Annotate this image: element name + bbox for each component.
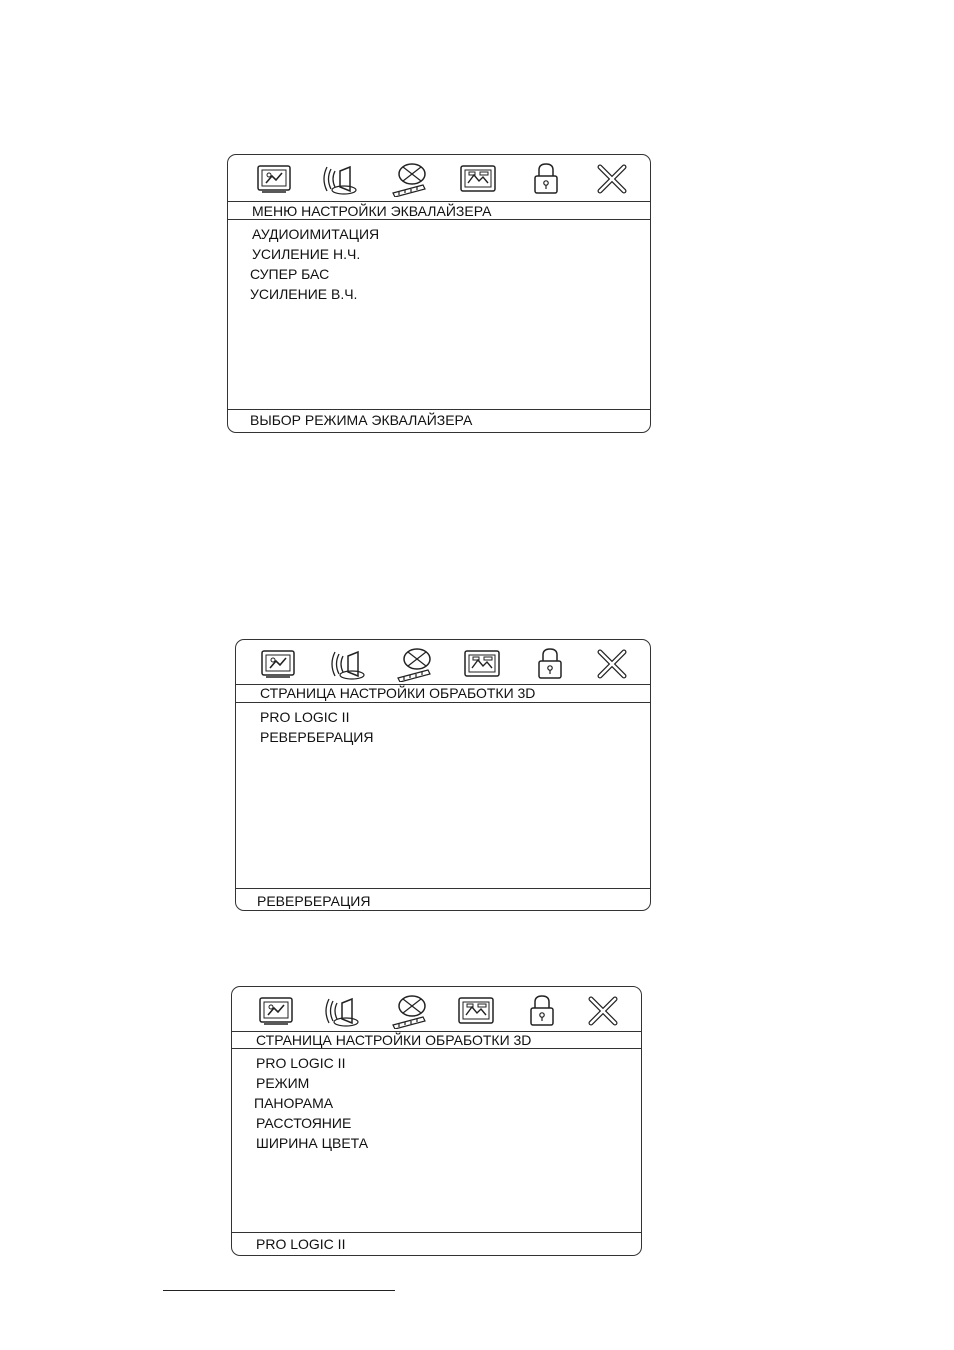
- menu-item-super-bass[interactable]: СУПЕР БАС: [250, 266, 330, 282]
- footer-divider: [232, 1232, 641, 1233]
- padlock-icon[interactable]: [526, 161, 566, 197]
- audio-speaker-icon[interactable]: [320, 161, 360, 197]
- padlock-icon[interactable]: [522, 993, 562, 1029]
- padlock-icon[interactable]: [530, 646, 570, 682]
- menu-item-mode[interactable]: РЕЖИМ: [256, 1075, 310, 1091]
- video-display-icon[interactable]: [456, 993, 496, 1029]
- menu-item-panorama[interactable]: ПАНОРАМА: [254, 1095, 334, 1111]
- 3d-processing-pro-logic-menu-panel: [231, 986, 642, 1256]
- menu-title: СТРАНИЦА НАСТРОЙКИ ОБРАБОТКИ 3D: [260, 685, 536, 701]
- menu-item-treble-boost[interactable]: УСИЛЕНИЕ В.Ч.: [250, 286, 358, 302]
- menu-icon-bar: [236, 640, 650, 686]
- menu-title: СТРАНИЦА НАСТРОЙКИ ОБРАБОТКИ 3D: [256, 1032, 532, 1048]
- footer-divider: [228, 409, 650, 410]
- dvd-disc-icon[interactable]: [390, 993, 430, 1029]
- status-hint: PRO LOGIC II: [256, 1236, 346, 1252]
- menu-item-pro-logic-ii[interactable]: PRO LOGIC II: [256, 1055, 346, 1071]
- video-display-icon[interactable]: [458, 161, 498, 197]
- menu-item-color-width[interactable]: ШИРИНА ЦВЕТА: [256, 1135, 369, 1151]
- dvd-disc-icon[interactable]: [390, 161, 430, 197]
- equalizer-menu-panel: [227, 154, 651, 433]
- video-display-icon[interactable]: [462, 646, 502, 682]
- menu-icon-bar: [232, 987, 641, 1033]
- menu-item-reverb[interactable]: РЕВЕРБЕРАЦИЯ: [260, 729, 374, 745]
- menu-item-bass-boost[interactable]: УСИЛЕНИЕ Н.Ч.: [252, 246, 361, 262]
- title-divider: [236, 702, 650, 703]
- dvd-disc-icon[interactable]: [395, 646, 435, 682]
- audio-speaker-icon[interactable]: [328, 646, 368, 682]
- menu-item-audio-imitation[interactable]: АУДИОИМИТАЦИЯ: [252, 226, 380, 242]
- title-divider: [232, 1048, 641, 1049]
- audio-speaker-icon[interactable]: [322, 993, 362, 1029]
- exit-x-icon[interactable]: [583, 993, 623, 1029]
- tv-settings-icon[interactable]: [258, 646, 298, 682]
- tv-settings-icon[interactable]: [256, 993, 296, 1029]
- header-divider: [228, 201, 650, 202]
- 3d-processing-menu-panel: [235, 639, 651, 911]
- exit-x-icon[interactable]: [592, 161, 632, 197]
- status-hint: РЕВЕРБЕРАЦИЯ: [257, 893, 371, 909]
- tv-settings-icon[interactable]: [254, 161, 294, 197]
- footnote-rule: [163, 1290, 395, 1291]
- menu-item-distance[interactable]: РАССТОЯНИЕ: [256, 1115, 352, 1131]
- menu-title: МЕНЮ НАСТРОЙКИ ЭКВАЛАЙЗЕРА: [252, 203, 492, 219]
- title-divider: [228, 219, 650, 220]
- status-hint: ВЫБОР РЕЖИМА ЭКВАЛАЙЗЕРА: [250, 412, 473, 428]
- footer-divider: [236, 888, 650, 889]
- menu-item-pro-logic-ii[interactable]: PRO LOGIC II: [260, 709, 350, 725]
- exit-x-icon[interactable]: [592, 646, 632, 682]
- menu-icon-bar: [228, 155, 650, 201]
